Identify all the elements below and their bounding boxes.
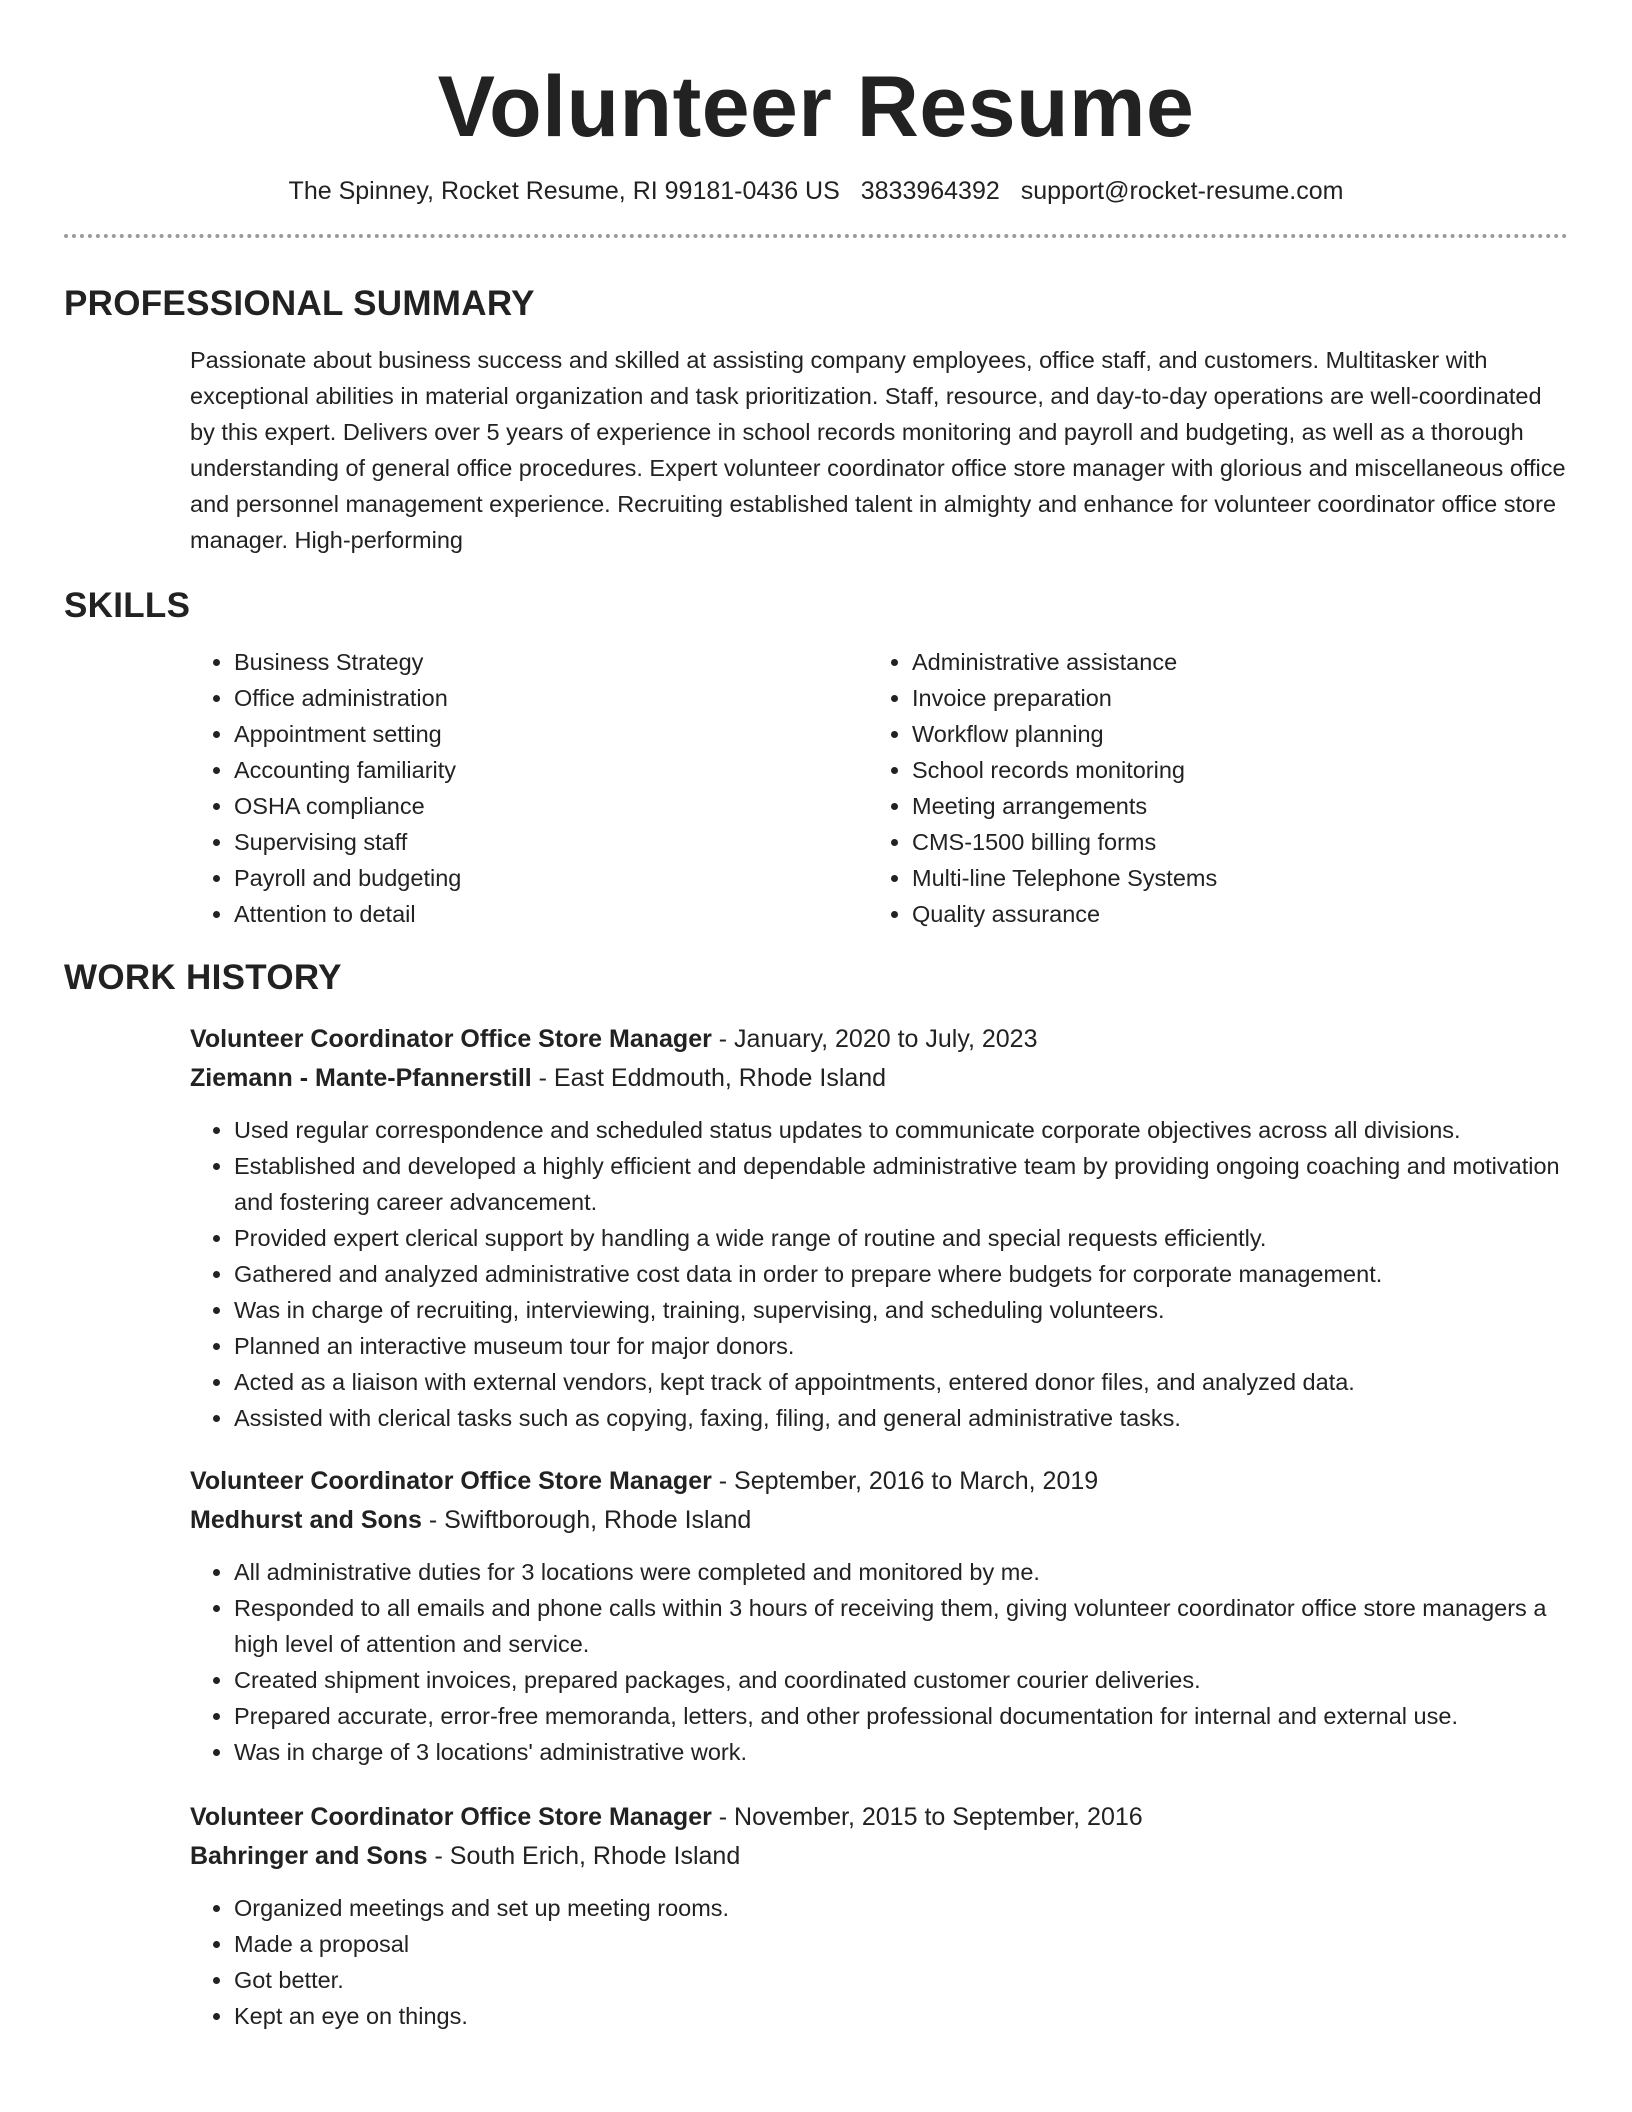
job-bullet: • Assisted with clerical tasks such as copying, faxing, filing, and general administrative tasks.	[234, 1400, 1570, 1436]
skill-item: • Multi-line Telephone Systems	[912, 860, 1546, 896]
job-bullets	[190, 1554, 1570, 1770]
job-title-line	[190, 1798, 1570, 1837]
skill-item: • Workflow planning	[912, 716, 1546, 752]
job-bullet: • Used regular correspondence and scheduled status updates to communicate corporate objectives across all divisions.	[234, 1112, 1570, 1148]
header-divider	[64, 234, 1568, 238]
contact-line	[64, 175, 1568, 207]
job-role: Volunteer Coordinator Office Store Manager	[190, 1803, 712, 1831]
job-bullet: • Prepared accurate, error-free memoranda, letters, and other professional documentation for internal and external use.	[234, 1698, 1570, 1734]
job-bullet: • Acted as a liaison with external vendors, kept track of appointments, entered donor files, and analyzed data.	[234, 1364, 1570, 1400]
job-company: Bahringer and Sons	[190, 1842, 428, 1870]
skill-item: • Meeting arrangements	[912, 788, 1546, 824]
skill-item: • School records monitoring	[912, 752, 1546, 788]
skills-heading: SKILLS	[64, 586, 191, 625]
skill-item: • Attention to detail	[234, 896, 868, 932]
work-history-heading: WORK HISTORY	[64, 958, 342, 997]
job-role: Volunteer Coordinator Office Store Manager	[190, 1025, 712, 1053]
skills-column-right	[868, 644, 1546, 932]
skill-item: • Supervising staff	[234, 824, 868, 860]
skill-item: • Office administration	[234, 680, 868, 716]
job-location: - South Erich, Rhode Island	[427, 1842, 741, 1870]
job-bullet: • Established and developed a highly efficient and dependable administrative team by providing ongoing coaching and motivation and fostering career advancement.	[234, 1148, 1570, 1220]
skills-list	[190, 644, 1568, 932]
job-company-line	[190, 1837, 1570, 1876]
job-entry	[190, 1798, 1570, 2034]
skill-item: • Appointment setting	[234, 716, 868, 752]
resume-page	[64, 0, 1568, 2034]
job-bullet: • Responded to all emails and phone calls within 3 hours of receiving them, giving volunteer coordinator office store managers a high level of attention and service.	[234, 1590, 1570, 1662]
job-company-line	[190, 1059, 1570, 1098]
job-bullet: • Organized meetings and set up meeting rooms.	[234, 1890, 1570, 1926]
job-bullet: • Created shipment invoices, prepared packages, and coordinated customer courier deliveries.	[234, 1662, 1570, 1698]
contact-phone[interactable]: 3833964392	[860, 177, 1000, 205]
skill-item: • OSHA compliance	[234, 788, 868, 824]
job-title-line	[190, 1462, 1570, 1501]
job-bullets	[190, 1112, 1570, 1436]
resume-title: Volunteer Resume	[437, 59, 1195, 155]
job-entry	[190, 1020, 1570, 1436]
contact-email[interactable]: support@rocket-resume.com	[1020, 177, 1344, 205]
job-bullet: • Gathered and analyzed administrative cost data in order to prepare where budgets for corporate management.	[234, 1256, 1570, 1292]
skill-item: • Payroll and budgeting	[234, 860, 868, 896]
job-bullet: • Got better.	[234, 1962, 1570, 1998]
skill-item: • CMS-1500 billing forms	[912, 824, 1546, 860]
job-bullet: • Provided expert clerical support by handling a wide range of routine and special requests efficiently.	[234, 1220, 1570, 1256]
skill-item: • Accounting familiarity	[234, 752, 868, 788]
job-dates: - September, 2016 to March, 2019	[711, 1467, 1099, 1495]
job-bullet: • All administrative duties for 3 locations were completed and monitored by me.	[234, 1554, 1570, 1590]
skill-item: • Quality assurance	[912, 896, 1546, 932]
summary-heading: PROFESSIONAL SUMMARY	[64, 284, 535, 323]
job-dates: - November, 2015 to September, 2016	[711, 1803, 1143, 1831]
job-bullet: • Was in charge of 3 locations' administrative work.	[234, 1734, 1570, 1770]
skills-column-left	[190, 644, 868, 932]
job-company: Ziemann - Mante-Pfannerstill	[190, 1064, 532, 1092]
job-bullets	[190, 1890, 1570, 2034]
contact-address: The Spinney, Rocket Resume, RI 99181-0436 US	[288, 177, 840, 205]
job-title-line	[190, 1020, 1570, 1059]
job-location: - Swiftborough, Rhode Island	[421, 1506, 752, 1534]
job-company-line	[190, 1501, 1570, 1540]
skill-item: • Invoice preparation	[912, 680, 1546, 716]
job-bullet: • Planned an interactive museum tour for major donors.	[234, 1328, 1570, 1364]
job-company: Medhurst and Sons	[190, 1506, 422, 1534]
job-bullet: • Was in charge of recruiting, interviewing, training, supervising, and scheduling volunteers.	[234, 1292, 1570, 1328]
job-dates: - January, 2020 to July, 2023	[711, 1025, 1038, 1053]
skill-item: • Business Strategy	[234, 644, 868, 680]
job-bullet: • Made a proposal	[234, 1926, 1570, 1962]
summary-text: Passionate about business success and skilled at assisting company employees, office staff, and customers. Multitasker with exceptional abilities in material organization and task prioritization. Staff, resource, and day-to-day operations are well-coordinated by this expert. Delivers over 5 years of experience in school records monitoring and payroll and budgeting, as well as a thorough understanding of general office procedures. Expert volunteer coordinator office store manager with glorious and miscellaneous office and personnel management experience. Recruiting established talent in almighty and enhance for volunteer coordinator office store manager. High-performing	[190, 347, 1566, 553]
job-entry	[190, 1462, 1570, 1770]
job-bullet: • Kept an eye on things.	[234, 1998, 1570, 2034]
skill-item: • Administrative assistance	[912, 644, 1546, 680]
job-role: Volunteer Coordinator Office Store Manager	[190, 1467, 712, 1495]
job-location: - East Eddmouth, Rhode Island	[531, 1064, 887, 1092]
